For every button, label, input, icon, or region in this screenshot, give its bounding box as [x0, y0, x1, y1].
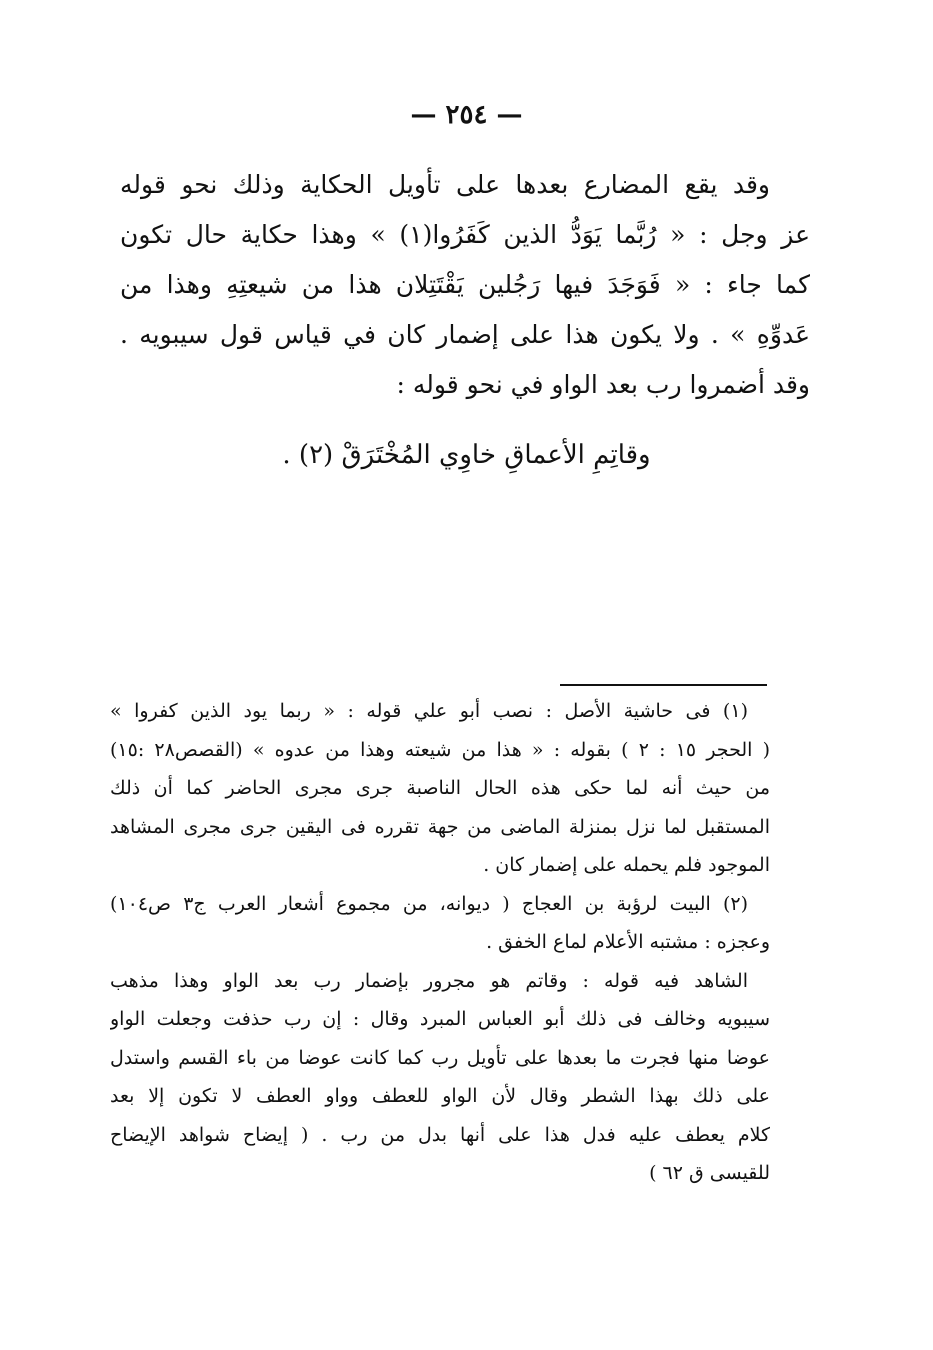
page-number: — ٢٥٤ — — [410, 100, 523, 130]
main-text-block — [120, 160, 810, 410]
footnote-line: وعجزه : مشتبه الأعلام لماع الخفق . — [486, 931, 770, 953]
main-text-line: وقد أضمروا رب بعد الواو في نحو قوله : — [396, 370, 810, 399]
footnote-line: الموجود فلم يحمله على إضمار كان . — [483, 854, 770, 876]
footnotes-block — [110, 692, 770, 1193]
footnote-line: المستقبل لما نزل بمنزلة الماضى من جهة تقرره فى اليقين جرى مجرى المشاهد — [110, 815, 770, 838]
footnote-line: عوضا منها فجرت ما بعدها على تأويل رب كما كانت عوضا من باء القسم واستدل — [110, 1046, 770, 1069]
footnote-line: (١) فى حاشية الأصل : نصب أبو علي قوله : « ربما يود الذين كفروا » — [110, 700, 748, 722]
poetry-verse: وقاتِمِ الأعماقِ خاوِي المُخْتَرَقْ (٢) . — [282, 440, 651, 470]
footnote-line: على ذلك بهذا الشطر وقال لأن الواو للعطف وواو العطف لا تكون إلا بعد — [110, 1085, 770, 1107]
main-text-line: عز وجل : « رُبَّما يَوَدُّ الذين كَفَرُوا(١) » وهذا حكاية حال تكون — [120, 220, 810, 249]
footnote-line: كلام يعطف عليه فدل هذا على أنها بدل من رب . ( إيضاح شواهد الإيضاح — [110, 1123, 770, 1146]
main-text-line: عَدوِّهِ » . ولا يكون هذا على إضمار كان في قياس قول سيبويه . — [120, 320, 810, 349]
footnote-line: ( الحجر ١٥ : ٢ ) بقوله : « هذا من شيعته وهذا من عدوه » (القصص٢٨ :١٥) — [110, 738, 770, 761]
footnote-line: للقيسى ق ٦٢ ) — [649, 1162, 770, 1184]
footnote-line: من حيث أنه لما حكى هذه الحال الناصبة جرى مجرى الحاضر كما أن ذلك — [110, 777, 770, 799]
footnote-line: سيبويه وخالف فى ذلك أبو العباس المبرد وقال : إن رب حذفت وجعلت الواو — [110, 1008, 770, 1030]
footnote-line: (٢) البيت لرؤبة بن العجاج ( ديوانه، من مجموع أشعار العرب ج٣ ص١٠٤) — [110, 892, 748, 915]
main-text-line: وقد يقع المضارع بعدها على تأويل الحكاية وذلك نحو قوله — [120, 170, 770, 199]
main-text-line: كما جاء : « فَوَجَدَ فيها رَجُلين يَقْتَتِلان هذا من شيعتِهِ وهذا من — [120, 270, 810, 299]
footnote-line: الشاهد فيه قوله : وقاتم هو مجرور بإضمار رب بعد الواو وهذا مذهب — [110, 969, 748, 992]
footnote-separator — [560, 684, 767, 686]
